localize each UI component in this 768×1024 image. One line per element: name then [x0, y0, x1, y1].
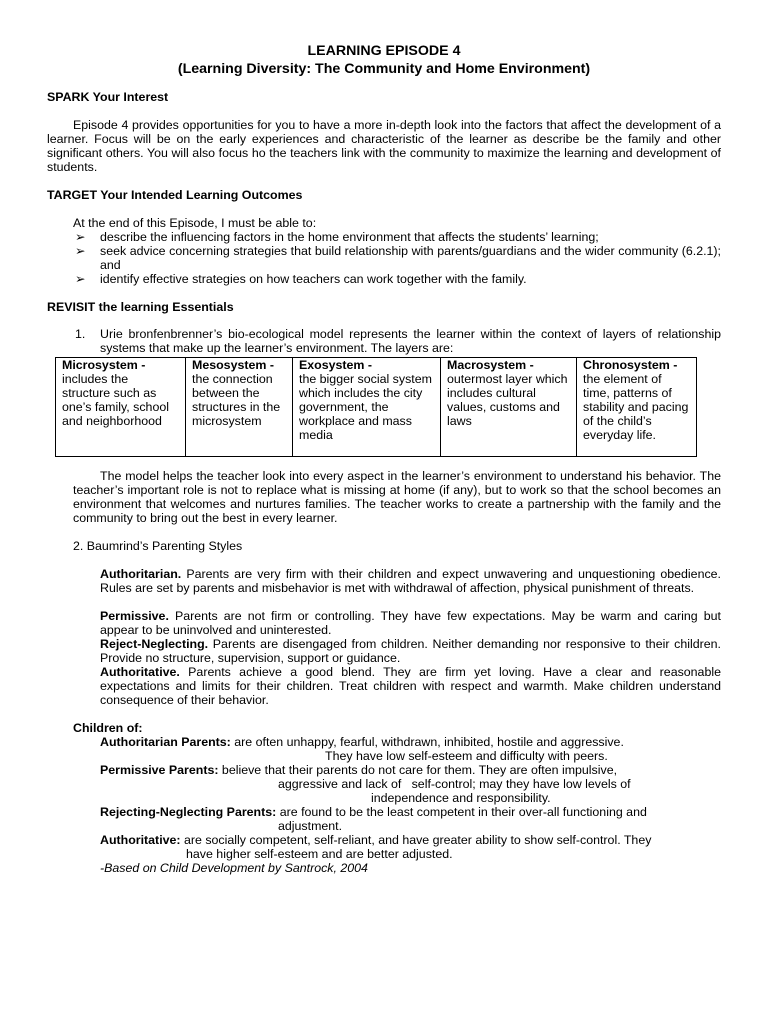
children-type: Permissive Parents: [100, 763, 219, 777]
style-text: Parents are very firm with their children and expect unwavering and unquestioning obedience. Rules are set by parents and misbehavior is met with withdrawal of affection, physical punishment of threats. [100, 567, 721, 595]
outcome-item: describe the influencing factors in the home environment that affects the students’ learning; [100, 230, 599, 244]
source-citation: -Based on Child Development by Santrock, 2004 [100, 861, 368, 875]
layer-description: the bigger social system which includes the city government, the workplace and mass media [299, 372, 432, 442]
children-permissive [100, 764, 617, 778]
layer-cell-exosystem [293, 358, 441, 457]
layer-cell-chronosystem [577, 358, 697, 457]
layer-description: includes the structure such as one’s family, school and neighborhood [62, 372, 169, 428]
outcome-item: seek advice concerning strategies that build relationship with parents/guardians and the wider community (6.2.1); and [100, 244, 721, 272]
bullet-icon: ➢ [75, 230, 86, 244]
model-paragraph: The model helps the teacher look into every aspect in the learner’s environment to understand his behavior. The teacher’s important role is not to replace what is missing at home (if any), but to work so that the school becomes an environment that welcomes and nurtures families. The teacher works to create a partnership with the family and the community to bring out the best in every learner. [73, 469, 721, 525]
target-heading: TARGET Your Intended Learning Outcomes [47, 188, 303, 202]
layer-name: Chronosystem - [583, 358, 678, 372]
target-intro: At the end of this Episode, I must be able to: [73, 216, 317, 230]
style-reject-neglecting [100, 638, 721, 666]
list-number: 1. [75, 327, 86, 341]
layer-cell-macrosystem [441, 358, 577, 457]
layer-description: outermost layer which includes cultural values, customs and laws [447, 372, 568, 428]
layer-name: Mesosystem - [192, 358, 274, 372]
children-text: They have low self-esteem and difficulty with peers. [325, 749, 608, 763]
outcome-item: identify effective strategies on how teachers can work together with the family. [100, 272, 527, 286]
layer-description: the element of time, patterns of stability and pacing of the child’s everyday life. [583, 372, 689, 442]
children-text: are socially competent, self-reliant, and have greater ability to show self-control. They [184, 833, 652, 847]
children-heading: Children of: [73, 721, 143, 735]
layer-name: Macrosystem - [447, 358, 534, 372]
style-text: Parents are not firm or controlling. They have few expectations. May be warm and caring but appear to be uninvolved and uninterested. [100, 609, 721, 637]
children-text: adjustment. [278, 819, 343, 833]
children-text: independence and responsibility. [371, 791, 551, 805]
style-authoritarian [100, 568, 721, 596]
children-text: are often unhappy, fearful, withdrawn, inhibited, hostile and aggressive. [234, 735, 624, 749]
style-text: Parents are disengaged from children. Neither demanding nor responsive to their children. Provide no structure, supervision, support or guidance. [100, 637, 721, 665]
bullet-icon: ➢ [75, 272, 86, 286]
layer-cell-mesosystem [186, 358, 293, 457]
style-name: Authoritarian. [100, 567, 182, 581]
layers-table [55, 357, 697, 457]
children-text: believe that their parents do not care for them. They are often impulsive, [221, 763, 618, 777]
layer-name: Exosystem - [299, 358, 373, 372]
children-type: Rejecting-Neglecting Parents: [100, 805, 277, 819]
layer-cell-microsystem [56, 358, 186, 457]
revisit-heading: REVISIT the learning Essentials [47, 300, 234, 314]
children-authoritative [100, 834, 651, 848]
layer-description: the connection between the structures in the microsystem [192, 372, 281, 428]
ecological-model-text: Urie bronfenbrenner’s bio-ecological model represents the learner within the context of layers of relationship systems that make up the learner’s environment. The layers are: [100, 327, 721, 355]
children-text: aggressive and lack of self-control; may they have low levels of [278, 777, 631, 791]
page-title: LEARNING EPISODE 4 [307, 43, 461, 59]
style-permissive [100, 610, 721, 638]
style-name: Permissive. [100, 609, 169, 623]
style-authoritative [100, 666, 721, 708]
parenting-styles-heading: 2. Baumrind’s Parenting Styles [73, 539, 243, 553]
children-rejecting-neglecting [100, 806, 647, 820]
page-subtitle: (Learning Diversity: The Community and Home Environment) [177, 61, 591, 77]
children-text: are found to be the least competent in their over-all functioning and [279, 805, 647, 819]
style-name: Reject-Neglecting. [100, 637, 209, 651]
spark-heading: SPARK Your Interest [47, 90, 169, 104]
style-text: Parents achieve a good blend. They are firm yet loving. Have a clear and reasonable expectations and limits for their children. Treat children with respect and warmth. Make children understand consequence of their behavior. [100, 665, 721, 707]
bullet-icon: ➢ [75, 244, 86, 258]
spark-paragraph: Episode 4 provides opportunities for you to have a more in-depth look into the factors that affect the development of a learner. Focus will be on the early experiences and characteristic of the learner as describe be the family and other significant others. You will also focus ho the teachers link with the community to maximize the learning and development of students. [47, 118, 721, 174]
style-name: Authoritative. [100, 665, 180, 679]
layer-name: Microsystem - [62, 358, 146, 372]
children-type: Authoritative: [100, 833, 181, 847]
children-type: Authoritarian Parents: [100, 735, 231, 749]
children-authoritarian [100, 736, 624, 750]
children-text: have higher self-esteem and are better adjusted. [186, 847, 453, 861]
